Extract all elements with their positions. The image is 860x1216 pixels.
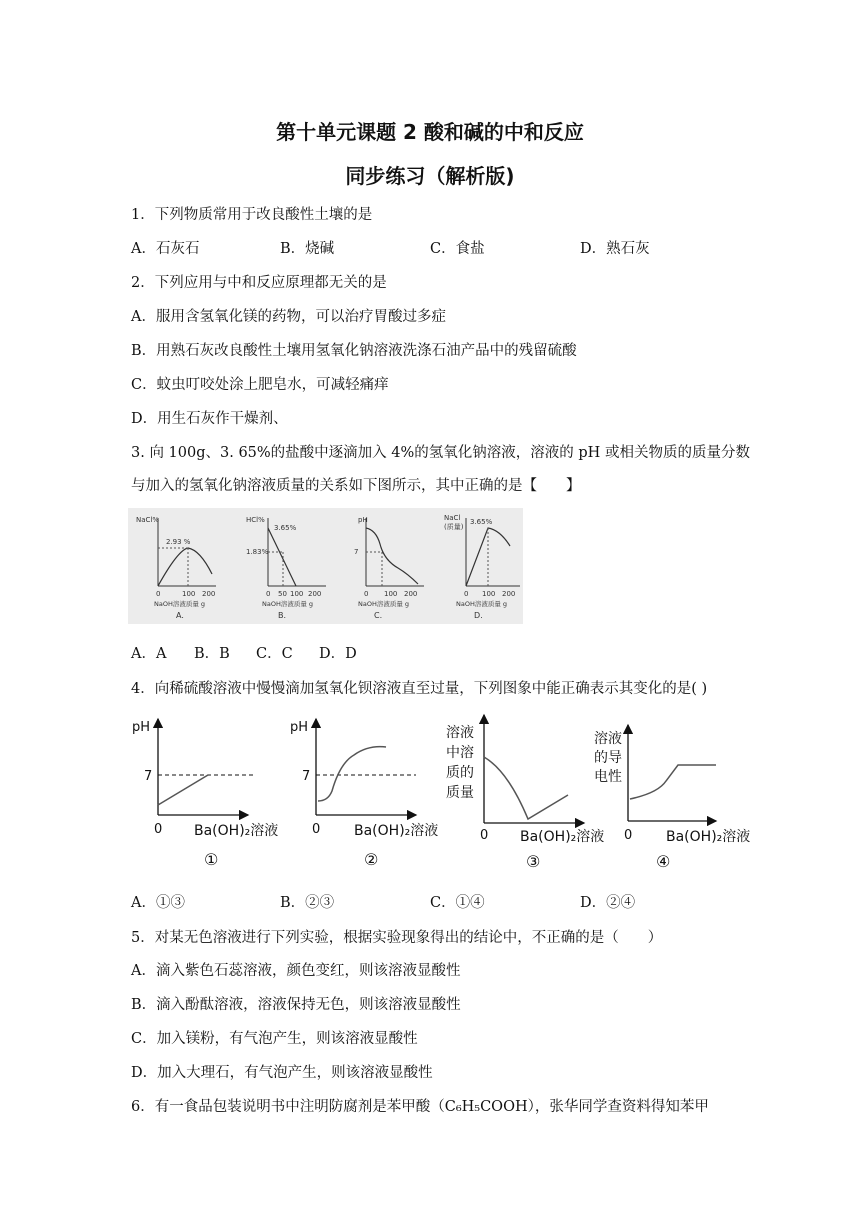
q3a-tick-2: 200 — [202, 590, 216, 598]
q2-option-c: C．蚊虫叮咬处涂上肥皂水，可减轻痛痒 — [131, 377, 389, 393]
q3b-tick-2: 100 — [290, 590, 304, 598]
q3-graph-d — [444, 514, 520, 620]
q3a-xlabel: NaOH溶液质量 g — [154, 600, 206, 608]
q4-option-b: B．②③ — [280, 895, 335, 911]
q3-graphs — [128, 508, 523, 624]
question-6-stem: 6．有一食品包装说明书中注明防腐剂是苯甲酸（C₆H₅COOH），张华同学查资料得知苯甲 — [131, 1099, 709, 1115]
q4g2-ref-label: 7 — [302, 769, 311, 784]
q3-option-c: C．C — [256, 646, 293, 662]
q4g3-origin: 0 — [480, 828, 489, 843]
q5-option-c: C．加入镁粉，有气泡产生，则该溶液显酸性 — [131, 1031, 418, 1047]
q4-graph-2 — [290, 719, 438, 869]
q1-option-b: B．烧碱 — [280, 241, 335, 257]
q3d-ylabel-2: (质量) — [444, 523, 464, 531]
q5-option-a: A．滴入紫色石蕊溶液，颜色变红，则该溶液显酸性 — [131, 963, 461, 979]
q4g3-ylabel-2: 中溶 — [446, 745, 474, 761]
q3-graph-a — [136, 516, 216, 620]
q3b-mid-label: 1.83% — [246, 548, 269, 556]
question-2-stem: 2．下列应用与中和反应原理都无关的是 — [131, 275, 387, 291]
q3c-tick-1: 100 — [384, 590, 398, 598]
q4g3-num: ③ — [526, 852, 541, 871]
q1-option-d: D．熟石灰 — [580, 241, 650, 257]
q3-option-d: D．D — [319, 646, 357, 662]
q3b-tick-1: 50 — [278, 590, 287, 598]
q3b-tick-0: 0 — [266, 590, 271, 598]
q3d-xlabel: NaOH溶液质量 g — [456, 600, 508, 608]
q3b-tick-3: 200 — [308, 590, 322, 598]
question-3-stem-line2: 与加入的氢氧化钠溶液质量的关系如下图所示，其中正确的是【 】 — [131, 478, 581, 494]
q4g1-num: ① — [204, 850, 219, 869]
q4g4-num: ④ — [656, 852, 671, 871]
q3a-tick-1: 100 — [182, 590, 196, 598]
q2-option-b: B．用熟石灰改良酸性土壤用氢氧化钠溶液洗涤石油产品中的残留硫酸 — [131, 343, 577, 359]
page-title: 第十单元课题 2 酸和碱的中和反应 — [276, 120, 584, 144]
q3-graph-b — [246, 516, 326, 620]
q4-graphs — [128, 705, 758, 875]
q3d-tick-0: 0 — [464, 590, 469, 598]
q3b-letter: B. — [278, 611, 287, 620]
q2-option-a: A．服用含氢氧化镁的药物，可以治疗胃酸过多症 — [131, 309, 446, 325]
q3b-start-label: 3.65% — [274, 524, 297, 532]
q4g4-ylabel-2: 的导 — [594, 750, 622, 766]
page-subtitle: 同步练习（解析版) — [345, 164, 515, 188]
q4g3-ylabel-4: 质量 — [446, 785, 474, 801]
q4g1-origin: 0 — [154, 822, 163, 837]
q4-option-d: D．②④ — [580, 895, 636, 911]
q4g1-ref-label: 7 — [144, 769, 153, 784]
question-1-stem: 1．下列物质常用于改良酸性土壤的是 — [131, 207, 373, 223]
question-3-stem-line1: 3. 向 100g、3. 65%的盐酸中逐滴加入 4%的氢氧化钠溶液，溶液的 pH 或相关物质的质量分数 — [131, 445, 750, 461]
q3a-tick-0: 0 — [156, 590, 161, 598]
q3-option-b: B．B — [194, 646, 230, 662]
q3c-tick-0: 0 — [364, 590, 369, 598]
q3d-tick-2: 200 — [502, 590, 516, 598]
q4g2-xlabel: Ba(OH)₂溶液 — [354, 823, 439, 839]
q3d-ylabel: NaCl — [444, 514, 461, 522]
q3c-xlabel: NaOH溶液质量 g — [358, 600, 410, 608]
q3-graph-c — [354, 516, 424, 620]
q4g4-origin: 0 — [624, 828, 633, 843]
q4-graph-3 — [446, 715, 604, 871]
q1-option-c: C．食盐 — [430, 241, 485, 257]
q3-option-a: A．A — [131, 646, 167, 662]
q4g4-ylabel-1: 溶液 — [594, 731, 622, 747]
q3a-letter: A. — [176, 611, 184, 620]
q4g4-ylabel-3: 电性 — [594, 769, 622, 785]
q4g3-ylabel-1: 溶液 — [446, 725, 474, 741]
question-5-stem: 5．对某无色溶液进行下列实验，根据实验现象得出的结论中，不正确的是（ ） — [131, 930, 663, 946]
q3b-xlabel: NaOH溶液质量 g — [262, 600, 314, 608]
q3-figure-scan — [128, 508, 523, 624]
question-4-stem: 4．向稀硫酸溶液中慢慢滴加氢氧化钡溶液直至过量，下列图象中能正确表示其变化的是( ) — [131, 681, 708, 697]
q3a-peak-label: 2.93 % — [166, 538, 191, 546]
q3d-peak-label: 3.65% — [470, 518, 493, 526]
q4g2-num: ② — [364, 850, 379, 869]
q3c-tick-2: 200 — [404, 590, 418, 598]
q3c-mid-label: 7 — [354, 548, 359, 556]
q4g1-ylabel: pH — [132, 720, 151, 735]
q4g3-xlabel: Ba(OH)₂溶液 — [520, 829, 605, 845]
q1-option-a: A．石灰石 — [131, 241, 200, 257]
q4g1-xlabel: Ba(OH)₂溶液 — [194, 823, 279, 839]
q4-graph-4 — [594, 725, 750, 871]
q5-option-b: B．滴入酚酞溶液，溶液保持无色，则该溶液显酸性 — [131, 997, 461, 1013]
q4g2-origin: 0 — [312, 822, 321, 837]
q4g3-ylabel-3: 质的 — [446, 765, 474, 781]
q3b-ylabel: HCl% — [246, 516, 265, 524]
q4-option-a: A．①③ — [131, 895, 185, 911]
q2-option-d: D．用生石灰作干燥剂、 — [131, 411, 288, 427]
q3d-tick-1: 100 — [482, 590, 496, 598]
q4-option-c: C．①④ — [430, 895, 485, 911]
q3d-letter: D. — [474, 611, 483, 620]
q4-graph-1 — [132, 719, 278, 869]
q4g4-xlabel: Ba(OH)₂溶液 — [666, 829, 751, 845]
q3a-ylabel: NaCl% — [136, 516, 160, 524]
q4g2-ylabel: pH — [290, 720, 309, 735]
q5-option-d: D．加入大理石，有气泡产生，则该溶液显酸性 — [131, 1065, 433, 1081]
q3c-ylabel: pH — [358, 516, 368, 524]
q3c-letter: C. — [374, 611, 383, 620]
